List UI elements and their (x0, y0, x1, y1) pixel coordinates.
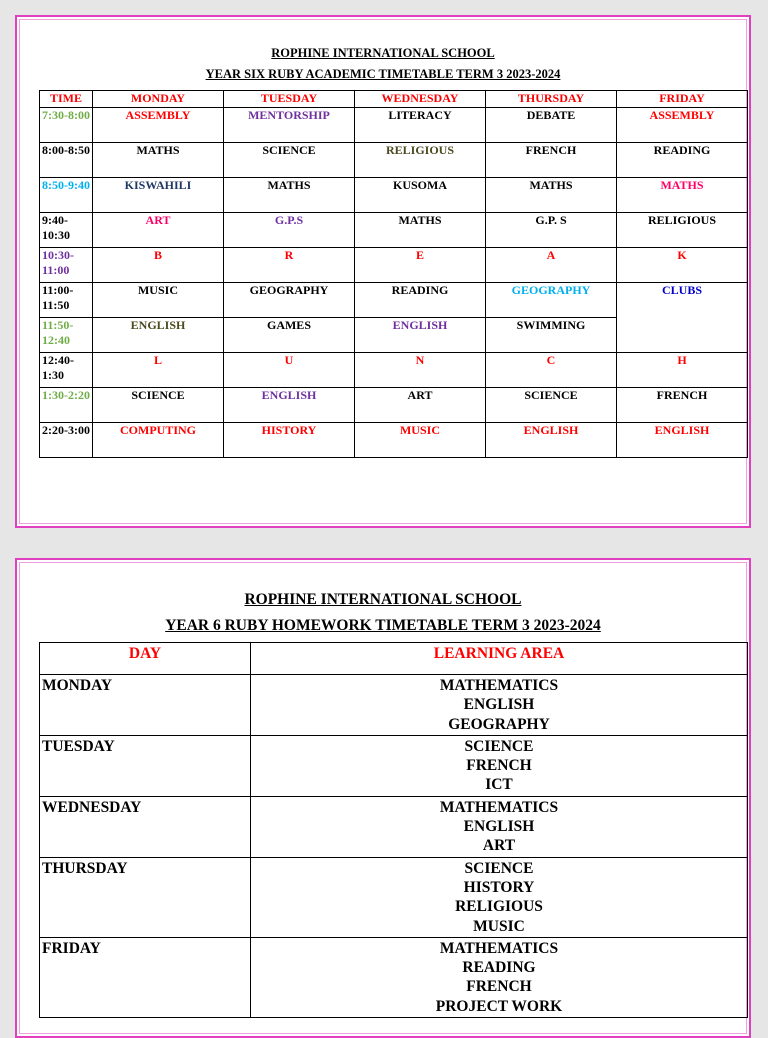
time-slot-text: 11:00 (42, 263, 70, 277)
subject-cell: ASSEMBLY (93, 108, 224, 143)
time-slot-text: 7:30- (42, 108, 68, 122)
column-header: TUESDAY (224, 91, 355, 108)
column-header: TIME (40, 91, 93, 108)
table-row (40, 675, 748, 736)
subject-cell: E (355, 248, 486, 283)
time-slot-text: 12:40- (42, 353, 74, 367)
day-cell: TUESDAY (40, 735, 251, 796)
academic-timetable (39, 90, 748, 458)
table-row (40, 388, 748, 423)
academic-timetable-page (15, 15, 751, 528)
subject-cell: MENTORSHIP (224, 108, 355, 143)
time-slot-text: 11:00- (42, 283, 74, 297)
time-slot (40, 213, 93, 248)
subject-cell: SCIENCE (224, 143, 355, 178)
subject-cell: U (224, 353, 355, 388)
subject-cell: DEBATE (486, 108, 617, 143)
learning-area: SCIENCE (464, 737, 534, 755)
time-slot-text: 2:20 (68, 388, 90, 402)
time-slot-text: 1:30 (42, 368, 64, 382)
day-cell: THURSDAY (40, 857, 251, 937)
column-header: WEDNESDAY (355, 91, 486, 108)
table-row (40, 178, 748, 213)
subject-cell: MATHS (93, 143, 224, 178)
learning-area: PROJECT WORK (435, 997, 563, 1015)
subject-cell: LITERACY (355, 108, 486, 143)
subject-cell: G.P. S (486, 213, 617, 248)
learning-area: MATHEMATICS (439, 939, 559, 957)
table-row (40, 735, 748, 796)
subject-cell: RELIGIOUS (355, 143, 486, 178)
column-header: MONDAY (93, 91, 224, 108)
subject-cell: MATHS (224, 178, 355, 213)
subject-cell: ASSEMBLY (617, 108, 748, 143)
subject-cell: READING (617, 143, 748, 178)
time-slot-text: 8:00 (68, 108, 90, 122)
homework-timetable (39, 642, 748, 1018)
table-row (40, 857, 748, 937)
learning-area: HISTORY (463, 878, 535, 896)
column-header: DAY (40, 643, 251, 675)
time-slot (40, 318, 93, 353)
subject-cell: KISWAHILI (93, 178, 224, 213)
learning-area: ENGLISH (463, 696, 535, 714)
subject-cell: B (93, 248, 224, 283)
subject-cell: ENGLISH (355, 318, 486, 353)
subject-cell: GAMES (224, 318, 355, 353)
time-slot-text: 3:00 (68, 423, 90, 437)
day-cell: MONDAY (40, 675, 251, 736)
time-slot (40, 423, 93, 458)
subject-cell: GEOGRAPHY (224, 283, 355, 318)
subject-cell: ENGLISH (224, 388, 355, 423)
subject-cell: MATHS (486, 178, 617, 213)
learning-area-cell (251, 735, 748, 796)
column-header: THURSDAY (486, 91, 617, 108)
learning-area: READING (462, 959, 536, 977)
learning-area: MATHEMATICS (439, 677, 559, 694)
subject-cell: MUSIC (93, 283, 224, 318)
table-row (40, 937, 748, 1017)
subject-cell: ART (355, 388, 486, 423)
subject-cell: CLUBS (617, 283, 748, 353)
learning-area: MUSIC (473, 917, 525, 935)
subject-cell: FRENCH (617, 388, 748, 423)
time-slot (40, 283, 93, 318)
column-header: FRIDAY (617, 91, 748, 108)
table-row (40, 213, 748, 248)
homework-timetable-page (15, 558, 751, 1038)
table-row (40, 353, 748, 388)
learning-area-cell (251, 675, 748, 736)
learning-area: FRENCH (466, 978, 532, 996)
subject-cell: COMPUTING (93, 423, 224, 458)
time-slot-text: 8:50 (68, 143, 90, 157)
subject-cell: MATHS (355, 213, 486, 248)
time-slot-text: 10:30- (42, 248, 74, 262)
subject-cell: H (617, 353, 748, 388)
subject-cell: ENGLISH (486, 423, 617, 458)
time-slot (40, 248, 93, 283)
table-row (40, 283, 748, 318)
subject-cell: FRENCH (486, 143, 617, 178)
school-name: ROPHINE INTERNATIONAL SCHOOL (271, 46, 495, 60)
table-row (40, 143, 748, 178)
homework-timetable-title: YEAR 6 RUBY HOMEWORK TIMETABLE TERM 3 2023-2024 (165, 617, 601, 634)
subject-cell: SCIENCE (93, 388, 224, 423)
learning-area: SCIENCE (464, 859, 534, 877)
school-name: ROPHINE INTERNATIONAL SCHOOL (244, 591, 522, 608)
subject-cell: KUSOMA (355, 178, 486, 213)
day-cell: FRIDAY (40, 937, 251, 1017)
day-cell: WEDNESDAY (40, 796, 251, 857)
learning-area: FRENCH (466, 757, 532, 775)
table-row (40, 423, 748, 458)
learning-area: RELIGIOUS (455, 898, 543, 916)
subject-cell: ART (93, 213, 224, 248)
subject-cell: C (486, 353, 617, 388)
time-slot (40, 108, 93, 143)
table-row (40, 796, 748, 857)
subject-cell: R (224, 248, 355, 283)
subject-cell: MUSIC (355, 423, 486, 458)
subject-cell: RELIGIOUS (617, 213, 748, 248)
time-slot (40, 143, 93, 178)
learning-area: ENGLISH (463, 818, 535, 836)
table-row (40, 248, 748, 283)
time-slot-text: 10:30 (42, 228, 70, 242)
learning-area: ART (482, 837, 516, 855)
subject-cell: READING (355, 283, 486, 318)
learning-area-cell (251, 857, 748, 937)
subject-cell: G.P.S (224, 213, 355, 248)
time-slot (40, 388, 93, 423)
learning-area-cell (251, 796, 748, 857)
subject-cell: MATHS (617, 178, 748, 213)
subject-cell: GEOGRAPHY (486, 283, 617, 318)
subject-cell: N (355, 353, 486, 388)
subject-cell: ENGLISH (93, 318, 224, 353)
time-slot-text: 9:40 (68, 178, 90, 192)
time-slot-text: 11:50- (42, 318, 74, 332)
table-row (40, 108, 748, 143)
column-header: LEARNING AREA (251, 643, 748, 675)
time-slot (40, 178, 93, 213)
subject-cell: SWIMMING (486, 318, 617, 353)
subject-cell: SCIENCE (486, 388, 617, 423)
time-slot-text: 8:50- (42, 178, 68, 192)
subject-cell: ENGLISH (617, 423, 748, 458)
time-slot-text: 9:40- (42, 213, 68, 227)
timetable-header-row (40, 91, 748, 108)
time-slot-text: 12:40 (42, 333, 70, 347)
academic-timetable-title: YEAR SIX RUBY ACADEMIC TIMETABLE TERM 3 2023-2024 (205, 67, 561, 81)
subject-cell: L (93, 353, 224, 388)
time-slot-text: 1:30- (42, 388, 68, 402)
learning-area: MATHEMATICS (439, 798, 559, 816)
learning-area-cell (251, 937, 748, 1017)
time-slot-text: 2:20- (42, 423, 68, 437)
time-slot-text: 8:00- (42, 143, 68, 157)
subject-cell: K (617, 248, 748, 283)
time-slot-text: 11:50 (42, 298, 70, 312)
subject-cell: A (486, 248, 617, 283)
time-slot (40, 353, 93, 388)
learning-area: ICT (485, 776, 513, 794)
homework-header-row (40, 643, 748, 675)
learning-area: GEOGRAPHY (448, 715, 550, 733)
subject-cell: HISTORY (224, 423, 355, 458)
